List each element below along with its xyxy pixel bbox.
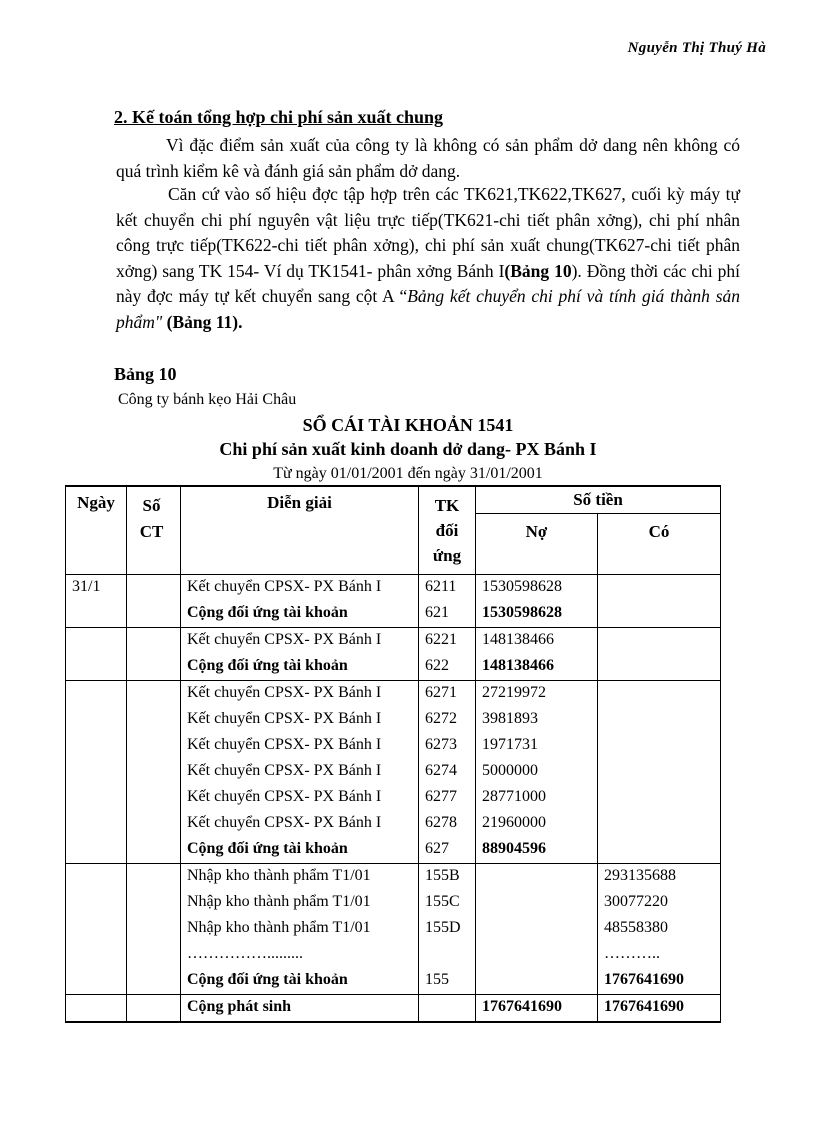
row-description-subtotal: Cộng đối ứng tài khoản [187, 971, 348, 988]
row-debit: 5000000 [482, 762, 538, 779]
row-description-cell [181, 575, 419, 628]
row-debit-cell [476, 864, 598, 995]
row-date [72, 628, 126, 654]
paragraph-1: Vì đặc điểm sản xuất của công ty là không có sản phẩm dở dang nên không có quá trình kiểm kê và đánh giá sản phẩm dở dang. [116, 135, 740, 181]
table-row [66, 575, 721, 628]
row-description: Kết chuyển CPSX- PX Bánh I [187, 762, 382, 779]
row-description-cell [181, 864, 419, 995]
row-credit [604, 785, 720, 811]
total-label: Cộng phát sinh [181, 995, 419, 1023]
col-header-date: Ngày [66, 486, 127, 575]
row-account: 155B [425, 867, 460, 884]
row-description-subtotal: Cộng đối ứng tài khoản [187, 840, 348, 857]
ledger-table [65, 485, 721, 1023]
row-account: 6278 [425, 814, 457, 831]
row-credit: ……….. [604, 945, 660, 962]
total-credit: 1767641690 [598, 995, 721, 1023]
row-debit [482, 864, 597, 890]
table-label: Bảng 10 [114, 364, 177, 384]
ledger-body [66, 575, 721, 1023]
total-row [66, 995, 721, 1023]
row-credit [604, 811, 720, 837]
row-account: 6211 [425, 578, 457, 595]
row-debit: 3981893 [482, 710, 538, 727]
row-credit-subtotal [604, 601, 720, 627]
row-credit-subtotal [604, 837, 720, 863]
row-description: Nhập kho thành phẩm T1/01 [187, 893, 371, 910]
row-account [425, 942, 475, 968]
col-header-desc: Diễn giải [181, 486, 419, 575]
row-description-subtotal: Cộng đối ứng tài khoản [187, 657, 348, 674]
row-doc-cell [127, 864, 181, 995]
row-debit: 1530598628 [482, 578, 562, 595]
company-name: Công ty bánh kẹo Hải Châu [118, 391, 297, 408]
col-header-doc: Số CT [127, 486, 181, 575]
row-credit: 293135688 [604, 867, 676, 884]
row-date [72, 681, 126, 707]
row-description: Kết chuyển CPSX- PX Bánh I [187, 578, 382, 595]
row-description-subtotal: Cộng đối ứng tài khoản [187, 604, 348, 621]
row-debit-subtotal: 1530598628 [482, 604, 562, 621]
row-description: Kết chuyển CPSX- PX Bánh I [187, 684, 382, 701]
table-11-name: Bảng kết chuyển chi phí và tính giá thành sản phẩm" [116, 286, 740, 332]
row-debit-subtotal: 88904596 [482, 840, 546, 857]
row-account: 6272 [425, 710, 457, 727]
row-debit [482, 890, 597, 916]
total-debit: 1767641690 [476, 995, 598, 1023]
table-11-reference: (Bảng 11). [166, 311, 243, 332]
row-account: 6274 [425, 762, 457, 779]
row-credit [604, 575, 720, 601]
row-date-cell [66, 628, 127, 681]
total-date-cell [66, 995, 127, 1023]
row-description: Kết chuyển CPSX- PX Bánh I [187, 736, 382, 753]
ledger-subtitle: Chi phí sản xuất kinh doanh dở dang- PX Bánh I [219, 439, 597, 459]
row-description-cell [181, 628, 419, 681]
row-credit-cell [598, 681, 721, 864]
row-account: 6221 [425, 631, 457, 648]
row-credit [604, 681, 720, 707]
col-header-amount: Số tiền [476, 486, 721, 514]
row-account-subtotal: 622 [425, 657, 449, 674]
table-row [66, 864, 721, 995]
total-doc-cell [127, 995, 181, 1023]
total-account-cell [419, 995, 476, 1023]
row-account: 6273 [425, 736, 457, 753]
row-account-subtotal: 155 [425, 971, 449, 988]
table-row [66, 681, 721, 864]
row-account-subtotal: 621 [425, 604, 449, 621]
row-credit-cell [598, 575, 721, 628]
row-description: Kết chuyển CPSX- PX Bánh I [187, 814, 382, 831]
row-debit: 28771000 [482, 788, 546, 805]
row-debit [482, 942, 597, 968]
row-account: 6277 [425, 788, 457, 805]
row-debit-cell [476, 628, 598, 681]
row-credit-subtotal [604, 654, 720, 680]
row-description-cell [181, 681, 419, 864]
row-account: 155D [425, 919, 461, 936]
author-name: Nguyễn Thị Thuý Hà [627, 40, 766, 56]
row-debit [482, 916, 597, 942]
row-debit: 27219972 [482, 684, 546, 701]
row-account-cell [419, 681, 476, 864]
row-credit [604, 759, 720, 785]
paragraph-2-continuation: ). Đồng thời các chi phí này đợc máy tự kết chuyển sang cột A “ [116, 260, 740, 306]
row-account-cell [419, 864, 476, 995]
row-account-cell [419, 575, 476, 628]
row-credit [604, 628, 720, 654]
row-credit [604, 733, 720, 759]
row-debit-subtotal [482, 968, 597, 994]
row-description: Kết chuyển CPSX- PX Bánh I [187, 788, 382, 805]
row-credit-cell [598, 864, 721, 995]
table-10-reference: (Bảng 10 [504, 260, 572, 281]
row-debit-subtotal: 148138466 [482, 657, 554, 674]
row-date [72, 864, 126, 890]
row-credit: 48558380 [604, 919, 668, 936]
row-description: Nhập kho thành phẩm T1/01 [187, 919, 371, 936]
row-description: Kết chuyển CPSX- PX Bánh I [187, 710, 382, 727]
paragraph-2 [116, 182, 740, 335]
row-description: Nhập kho thành phẩm T1/01 [187, 867, 371, 884]
row-debit-cell [476, 575, 598, 628]
row-debit: 21960000 [482, 814, 546, 831]
row-debit: 148138466 [482, 631, 554, 648]
ledger-period: Từ ngày 01/01/2001 đến ngày 31/01/2001 [273, 465, 543, 482]
paragraph-2-text: Căn cứ vào số hiệu đợc tập hợp trên các TK621,TK622,TK627, cuối kỳ máy tự kết chuyển chi phí nguyên vật liệu trực tiếp(TK621-chi tiết phân xởng), chi phí nhân công trực tiếp(TK622-chi tiết phân xởng), chi phí sản xuất chung(TK627-chi tiết phân xởng) sang TK 154- Ví dụ TK1541- phân xởng Bánh I [116, 184, 740, 281]
table-row [66, 628, 721, 681]
row-doc-cell [127, 681, 181, 864]
row-credit-subtotal: 1767641690 [604, 971, 684, 988]
row-doc-cell [127, 628, 181, 681]
row-account: 155C [425, 893, 460, 910]
row-debit-cell [476, 681, 598, 864]
row-account-subtotal: 627 [425, 840, 449, 857]
ledger-title: SỔ CÁI TÀI KHOẢN 1541 [302, 415, 514, 435]
row-credit-cell [598, 628, 721, 681]
col-header-debit: Nợ [476, 514, 598, 575]
row-credit: 30077220 [604, 893, 668, 910]
row-debit: 1971731 [482, 736, 538, 753]
row-account: 6271 [425, 684, 457, 701]
row-credit [604, 707, 720, 733]
row-account-cell [419, 628, 476, 681]
row-description: ……………......... [187, 945, 303, 962]
row-date-cell [66, 864, 127, 995]
row-date-cell [66, 575, 127, 628]
row-description: Kết chuyển CPSX- PX Bánh I [187, 631, 382, 648]
row-date-cell [66, 681, 127, 864]
row-date: 31/1 [72, 578, 101, 595]
col-header-credit: Có [598, 514, 721, 575]
section-title: 2. Kế toán tổng hợp chi phí sản xuất chung [114, 107, 444, 127]
row-doc-cell [127, 575, 181, 628]
col-header-account: TK đối ứng [419, 486, 476, 575]
